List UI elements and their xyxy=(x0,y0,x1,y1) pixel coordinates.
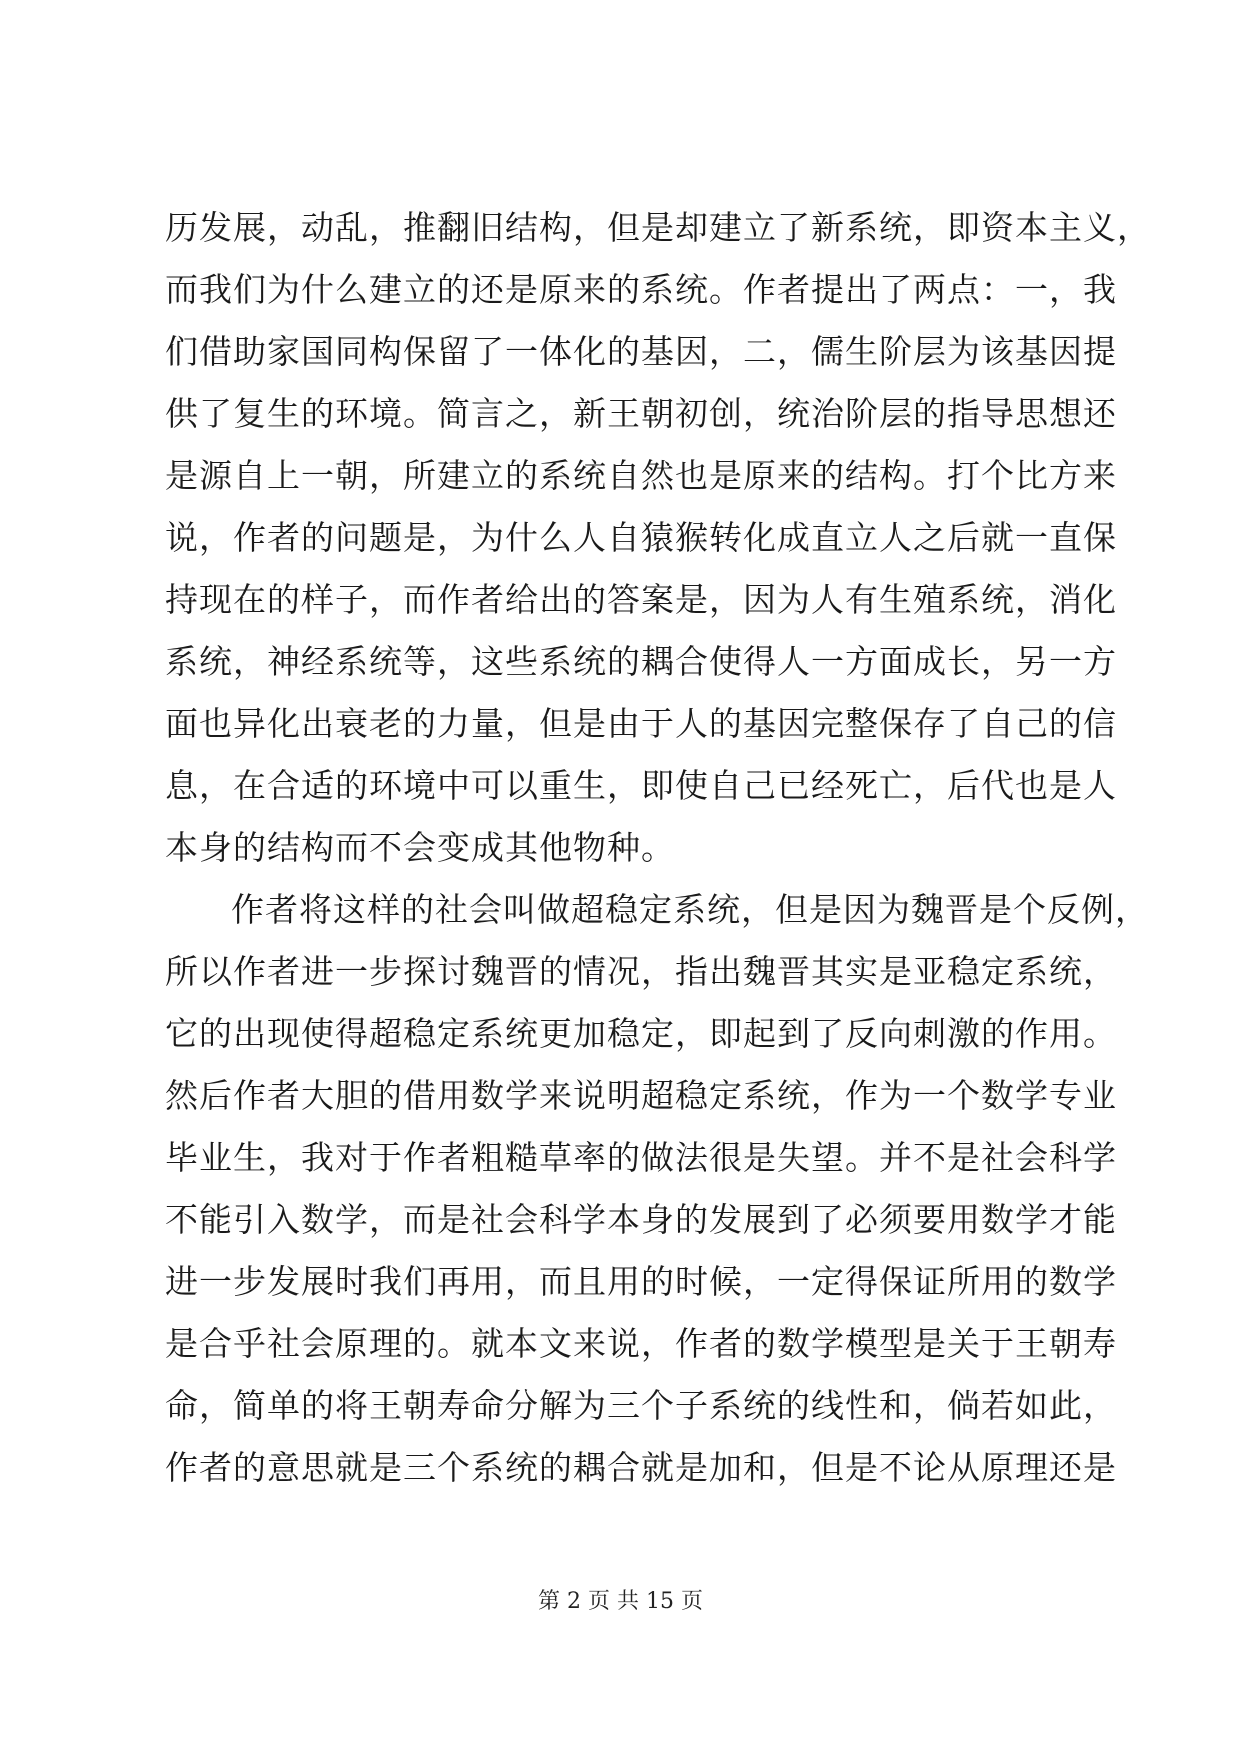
text-line: 是合乎社会原理的。就本文来说，作者的数学模型是关于王朝寿 xyxy=(165,1324,1117,1363)
text-line: 面也异化出衰老的力量，但是由于人的基因完整保存了自己的信 xyxy=(165,704,1117,743)
text-line: 毕业生，我对于作者粗糙草率的做法很是失望。并不是社会科学 xyxy=(165,1138,1117,1177)
text-line: 息，在合适的环境中可以重生，即使自己已经死亡，后代也是人 xyxy=(165,766,1117,805)
text-line: 所以作者进一步探讨魏晋的情况，指出魏晋其实是亚稳定系统， xyxy=(165,952,1117,991)
text-line: 说，作者的问题是，为什么人自猿猴转化成直立人之后就一直保 xyxy=(165,518,1117,557)
text-line: 们借助家国同构保留了一体化的基因，二，儒生阶层为该基因提 xyxy=(165,332,1117,371)
text-line: 不能引入数学，而是社会科学本身的发展到了必须要用数学才能 xyxy=(165,1200,1117,1239)
text-line: 作者的意思就是三个系统的耦合就是加和，但是不论从原理还是 xyxy=(165,1448,1117,1487)
text-line: 历发展，动乱，推翻旧结构，但是却建立了新系统，即资本主义， xyxy=(165,208,1151,247)
text-line: 作者将这样的社会叫做超稳定系统，但是因为魏晋是个反例， xyxy=(231,890,1149,929)
text-line: 供了复生的环境。简言之，新王朝初创，统治阶层的指导思想还 xyxy=(165,394,1117,433)
text-line: 命，简单的将王朝寿命分解为三个子系统的线性和，倘若如此， xyxy=(165,1386,1117,1425)
text-line: 进一步发展时我们再用，而且用的时候，一定得保证所用的数学 xyxy=(165,1262,1117,1301)
text-line: 是源自上一朝，所建立的系统自然也是原来的结构。打个比方来 xyxy=(165,456,1117,495)
body-text xyxy=(165,197,1151,1499)
text-line: 系统，神经系统等，这些系统的耦合使得人一方面成长，另一方 xyxy=(165,642,1117,681)
text-line: 持现在的样子，而作者给出的答案是，因为人有生殖系统，消化 xyxy=(165,580,1117,619)
paragraph-2 xyxy=(165,879,1149,1499)
text-line: 而我们为什么建立的还是原来的系统。作者提出了两点：一，我 xyxy=(165,270,1117,309)
page-number-footer: 第 2 页 共 15 页 xyxy=(538,1589,703,1614)
paragraph-1 xyxy=(165,197,1151,879)
text-line: 它的出现使得超稳定系统更加稳定，即起到了反向刺激的作用。 xyxy=(165,1014,1117,1053)
text-line: 本身的结构而不会变成其他物种。 xyxy=(165,828,675,867)
text-line: 然后作者大胆的借用数学来说明超稳定系统，作为一个数学专业 xyxy=(165,1076,1117,1115)
